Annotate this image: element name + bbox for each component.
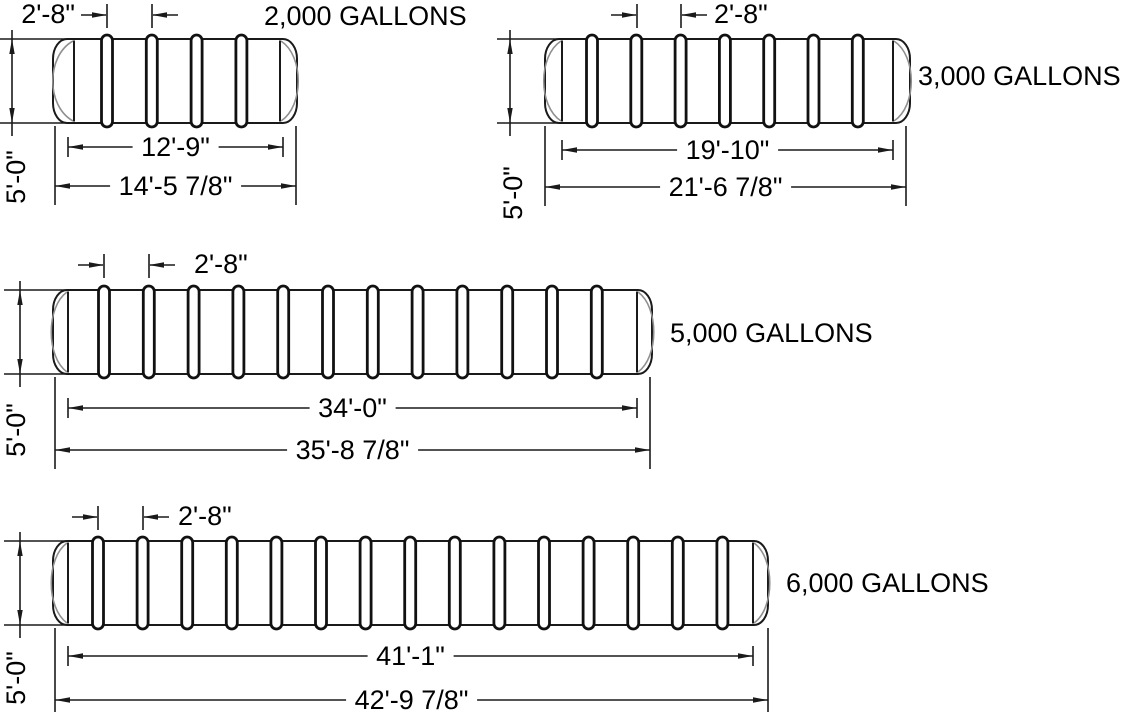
tank-6000-drawing bbox=[0, 506, 770, 712]
tank-rib bbox=[226, 537, 237, 629]
capacity-label: 3,000 GALLONS bbox=[918, 60, 1121, 91]
dimension-arrowhead bbox=[268, 144, 283, 149]
dimension-arrowhead bbox=[17, 290, 22, 305]
tank-rib bbox=[547, 286, 558, 378]
dimension-arrowhead bbox=[152, 12, 167, 17]
dimension-arrowhead bbox=[507, 108, 512, 123]
dimension-arrowhead bbox=[281, 183, 296, 188]
tank-rib bbox=[143, 286, 154, 378]
capacity-label: 2,000 GALLONS bbox=[264, 0, 467, 31]
tank-rib bbox=[191, 35, 202, 127]
dimension-arrowhead bbox=[83, 514, 98, 519]
tank-rib bbox=[719, 35, 730, 127]
tank-rib bbox=[539, 537, 550, 629]
dimension-arrowhead bbox=[738, 653, 753, 658]
tank-rib bbox=[587, 35, 598, 127]
tank-rib bbox=[182, 537, 193, 629]
dimension-arrowhead bbox=[68, 653, 83, 658]
rib-spacing-dim-label: 2'-8" bbox=[21, 0, 75, 29]
tank-rib bbox=[717, 537, 728, 629]
tank-rib bbox=[188, 286, 199, 378]
dimension-arrowhead bbox=[681, 12, 696, 17]
capacity-label: 6,000 GALLONS bbox=[786, 567, 989, 598]
tank-outline bbox=[53, 39, 297, 123]
tank-rib bbox=[271, 537, 282, 629]
tank-rib bbox=[675, 35, 686, 127]
tank-rib bbox=[412, 286, 423, 378]
tank-rib bbox=[631, 35, 642, 127]
shell-length-dim-label: 34'-0" bbox=[309, 394, 396, 422]
shell-length-dim-label: 41'-1" bbox=[367, 642, 454, 670]
dimension-arrowhead bbox=[9, 108, 14, 123]
tank-rib bbox=[93, 537, 104, 629]
dimension-arrowhead bbox=[17, 359, 22, 374]
tank-rib bbox=[323, 286, 334, 378]
dimension-arrowhead bbox=[149, 262, 164, 267]
dimension-arrowhead bbox=[635, 447, 650, 452]
dimension-arrowhead bbox=[891, 184, 906, 189]
dimension-arrowhead bbox=[562, 147, 577, 152]
rib-spacing-dimension bbox=[611, 4, 707, 28]
tank-rib bbox=[591, 286, 602, 378]
tank-rib bbox=[360, 537, 371, 629]
dimension-arrowhead bbox=[507, 39, 512, 54]
overall-length-dim-label: 42'-9 7/8" bbox=[346, 686, 478, 712]
dimension-arrowhead bbox=[55, 447, 70, 452]
tank-rib bbox=[852, 35, 863, 127]
dimension-arrowhead bbox=[9, 39, 14, 54]
tank-rib bbox=[457, 286, 468, 378]
tank-rib bbox=[494, 537, 505, 629]
tank-rib bbox=[278, 286, 289, 378]
tank-rib bbox=[405, 537, 416, 629]
diameter-dim-label: 5'-0" bbox=[0, 403, 31, 457]
tank-rib bbox=[102, 35, 113, 127]
rib-spacing-dim-label: 2'-8" bbox=[178, 500, 232, 531]
dimension-arrowhead bbox=[55, 697, 70, 702]
dimension-arrowhead bbox=[622, 405, 637, 410]
tank-rib bbox=[764, 35, 775, 127]
dimension-arrowhead bbox=[17, 610, 22, 625]
dimension-arrowhead bbox=[622, 12, 637, 17]
diameter-dim-label: 5'-0" bbox=[497, 166, 528, 220]
tank-rib bbox=[233, 286, 244, 378]
rib-spacing-dim-label: 2'-8" bbox=[714, 0, 768, 29]
diameter-dim-label: 5'-0" bbox=[0, 150, 31, 204]
tank-rib bbox=[502, 286, 513, 378]
dimension-arrowhead bbox=[68, 405, 83, 410]
tank-rib bbox=[583, 537, 594, 629]
tank-rib bbox=[146, 35, 157, 127]
dimension-arrowhead bbox=[55, 183, 70, 188]
overall-length-dim-label: 14'-5 7/8" bbox=[110, 172, 242, 200]
dimension-arrowhead bbox=[878, 147, 893, 152]
tank-rib bbox=[449, 537, 460, 629]
dimension-arrowhead bbox=[89, 262, 104, 267]
tank-rib bbox=[99, 286, 110, 378]
tank-rib bbox=[672, 537, 683, 629]
shell-length-dim-label: 19'-10" bbox=[677, 136, 779, 164]
rib-spacing-dimension bbox=[81, 4, 178, 28]
diameter-dim-label: 5'-0" bbox=[0, 651, 31, 705]
dimension-arrowhead bbox=[753, 697, 768, 702]
dimension-arrowhead bbox=[92, 12, 107, 17]
dimension-arrowhead bbox=[545, 184, 560, 189]
tank-rib bbox=[316, 537, 327, 629]
capacity-label: 5,000 GALLONS bbox=[670, 317, 873, 348]
overall-length-dim-label: 35'-8 7/8" bbox=[287, 436, 419, 464]
tank-rib bbox=[808, 35, 819, 127]
tank-rib bbox=[367, 286, 378, 378]
dimension-arrowhead bbox=[143, 514, 158, 519]
rib-spacing-dimension bbox=[78, 254, 175, 278]
shell-length-dim-label: 12'-9" bbox=[132, 133, 219, 161]
tank-rib bbox=[236, 35, 247, 127]
overall-length-dim-label: 21'-6 7/8" bbox=[660, 173, 792, 201]
rib-spacing-dim-label: 2'-8" bbox=[194, 248, 248, 279]
tank-rib bbox=[628, 537, 639, 629]
tank-rib bbox=[137, 537, 148, 629]
dimension-arrowhead bbox=[17, 541, 22, 556]
dimension-arrowhead bbox=[68, 144, 83, 149]
rib-spacing-dimension bbox=[72, 506, 169, 530]
